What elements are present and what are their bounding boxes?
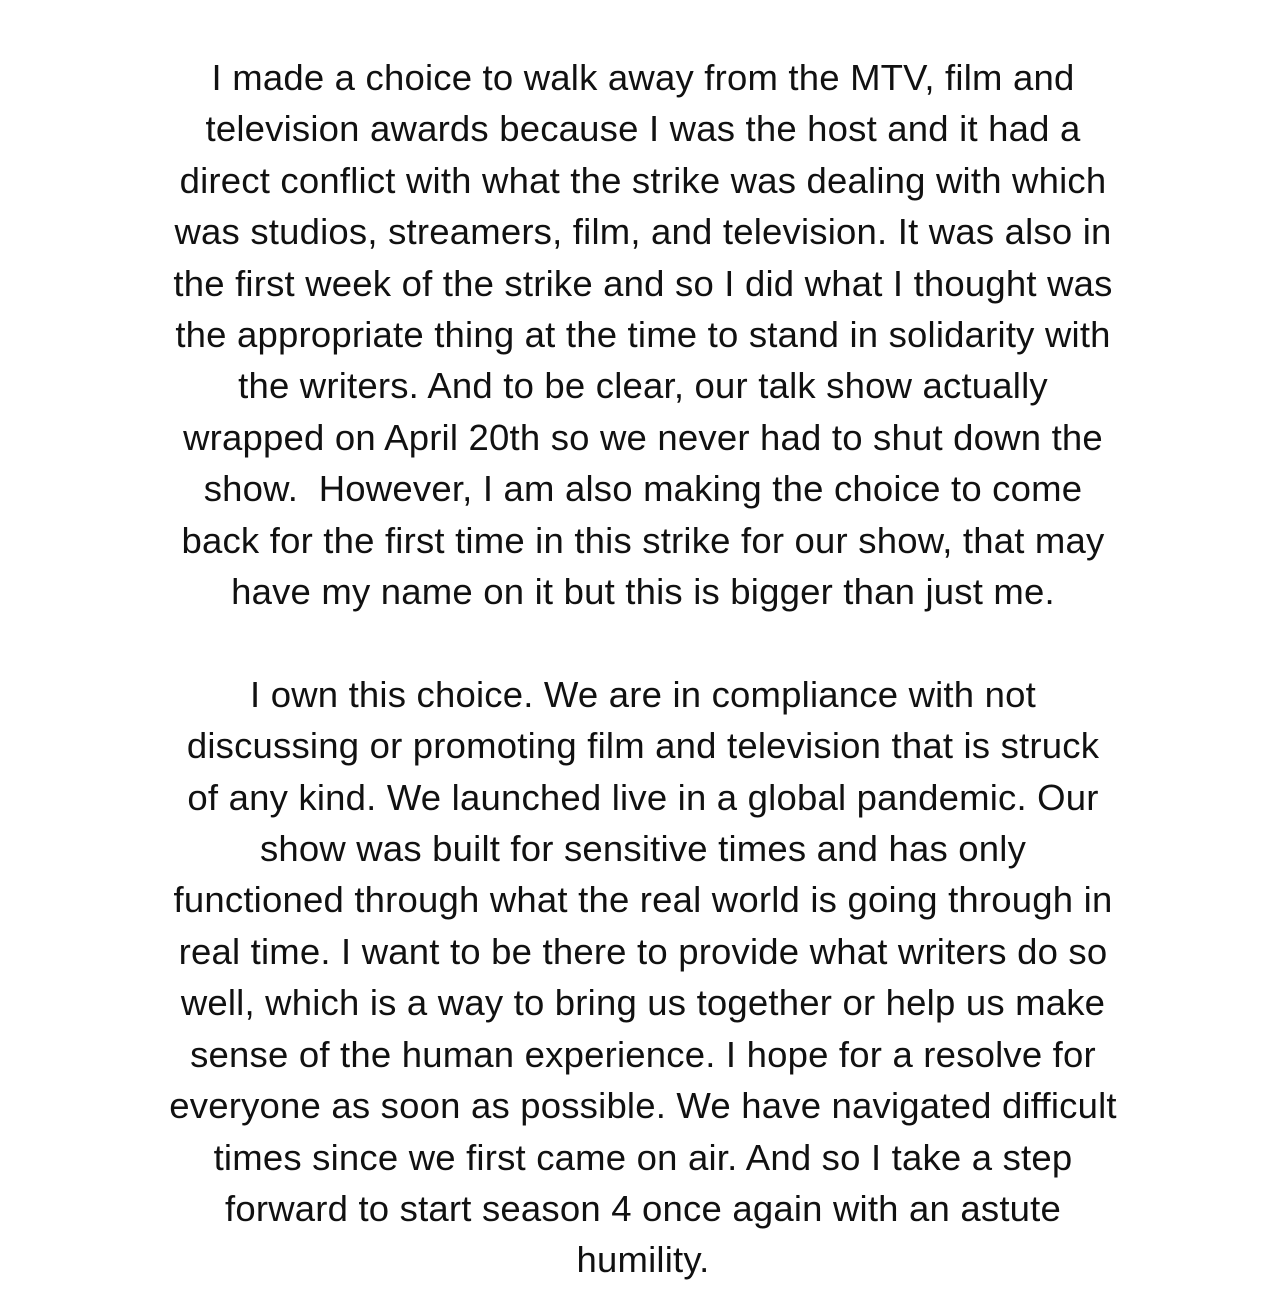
text-line: have my name on it but this is bigger than just me. — [231, 571, 1055, 613]
paragraph-spacer — [40, 617, 1246, 668]
text-line: television awards because I was the host and it had a — [205, 108, 1081, 150]
text-line: the writers. And to be clear, our talk show actually — [238, 365, 1048, 407]
text-line: I made a choice to walk away from the MTV, film and — [211, 57, 1075, 98]
text-line: forward to start season 4 once again with an astute — [225, 1187, 1061, 1229]
text-line: the first week of the strike and so I did what I thought was — [173, 262, 1113, 304]
text-line: back for the first time in this strike for our show, that may — [181, 519, 1105, 561]
text-line: everyone as soon as possible. We have navigated difficult — [169, 1085, 1117, 1127]
paragraph-2 — [40, 669, 1246, 1286]
text-line: well, which is a way to bring us together or help us make — [180, 982, 1106, 1024]
text-line: was studios, streamers, film, and television. It was also in — [174, 211, 1112, 253]
text-line: I own this choice. We are in compliance with not — [250, 673, 1036, 715]
paragraph-1 — [40, 52, 1246, 617]
text-line: sense of the human experience. I hope for a resolve for — [190, 1033, 1096, 1075]
text-line: show. However, I am also making the choice to come — [203, 468, 1083, 510]
text-line: discussing or promoting film and television that is struck — [186, 725, 1100, 767]
text-line: real time. I want to be there to provide what writers do so — [178, 930, 1108, 972]
text-line: direct conflict with what the strike was dealing with which — [179, 159, 1107, 201]
statement-text — [40, 52, 1246, 1286]
text-line: show was built for sensitive times and has only — [259, 828, 1027, 870]
text-line: the appropriate thing at the time to stand in solidarity with — [175, 314, 1111, 356]
text-line: times since we first came on air. And so I take a step — [213, 1136, 1073, 1178]
text-line: of any kind. We launched live in a global pandemic. Our — [187, 776, 1099, 818]
text-line: humility. — [576, 1239, 710, 1281]
text-line: functioned through what the real world is going through in — [173, 879, 1113, 921]
text-line: wrapped on April 20th so we never had to shut down the — [183, 416, 1103, 458]
